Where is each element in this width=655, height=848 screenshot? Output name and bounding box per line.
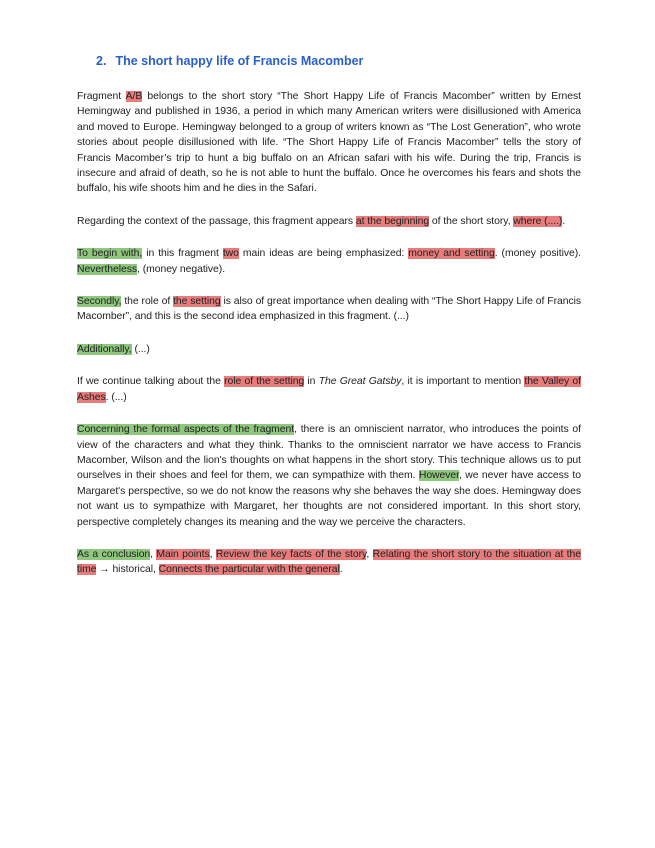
highlight-red: at the beginning — [355, 215, 430, 227]
text-run: If we continue talking about the — [77, 376, 225, 388]
highlight-red: money and setting — [408, 248, 495, 260]
highlight-red: where (....) — [513, 215, 563, 227]
highlight-red: Connects the particular with the general — [158, 564, 340, 576]
text-run: Regarding the context of the passage, this fragment appears — [77, 215, 356, 227]
highlight-red: Main points — [156, 548, 210, 560]
highlight-red: Review the key facts of the story — [215, 548, 367, 560]
text-run: → historical, — [96, 564, 159, 576]
highlight-red: two — [222, 248, 239, 260]
text-run: of the short story, — [429, 215, 514, 227]
text-run: , — [366, 548, 373, 560]
highlight-green: As a conclusion — [77, 548, 151, 560]
text-run: main ideas are being emphasized: — [238, 248, 409, 260]
text-run: (...) — [131, 343, 150, 355]
paragraph-main-ideas — [77, 246, 581, 277]
document-body — [77, 89, 581, 595]
highlight-red: the setting — [173, 296, 221, 308]
text-run: . — [339, 564, 343, 576]
text-run: the role of — [121, 296, 174, 308]
paragraph-formal-aspects — [77, 422, 581, 530]
text-run: . (money positive). — [494, 248, 581, 260]
text-run: , it is important to mention — [401, 376, 525, 388]
text-run: , there is an omniscient narrator, who introduces the points of view of the characters and what they think. Thanks to the omniscient narrator we have access to Francis Macomber, Wilson and the lion's thoughts on what happens in the short story. This technique allows us to put ourselves in their shoes and feel for them, we can sympathize with them. — [77, 424, 581, 482]
highlight-green: Secondly, — [77, 296, 122, 308]
highlight-green: Nevertheless — [77, 263, 138, 275]
text-run: . — [562, 215, 566, 227]
italic-title: The Great Gatsby — [318, 376, 402, 388]
paragraph-setting — [77, 294, 581, 325]
highlight-red: the Valley of Ashes — [77, 376, 581, 403]
paragraph-additionally — [77, 342, 581, 357]
text-run: , — [209, 548, 216, 560]
text-run: Fragment — [77, 91, 126, 102]
paragraph-gatsby — [77, 374, 581, 405]
text-run: is also of great importance when dealing with “The Short Happy Life of Francis Macomber”, and this is the second idea emphasized in this fragment. (...) — [77, 296, 581, 323]
text-run: , we never have access to Margaret's perspective, so we do not know the reasons why she behaves the way she does. Hemingway does not want us to sympathize with Margaret, her thoughts are not considered important. In this short story, perspective completely changes its meaning and the way we perceive the characters. — [77, 470, 581, 528]
section-heading — [96, 54, 363, 68]
highlight-green: Concerning the formal aspects of the fragment — [77, 424, 295, 436]
highlight-red: Relating the short story to the situation at the time — [77, 548, 581, 576]
highlight-green: Additionally, — [77, 343, 132, 355]
text-run: , — [150, 548, 157, 560]
text-run: in — [304, 376, 319, 388]
text-run: . (...) — [105, 391, 127, 403]
text-run: , (money negative). — [137, 263, 226, 275]
heading-title: The short happy life of Francis Macomber — [115, 54, 364, 68]
highlight-green: To begin with, — [77, 248, 143, 260]
paragraph-conclusion — [77, 547, 581, 578]
paragraph-context — [77, 214, 581, 229]
paragraph-introduction — [77, 89, 581, 197]
text-run: belongs to the short story “The Short Happy Life of Francis Macomber” written by Ernest Hemingway and published in 1936, a period in which many American writers were disillusioned with America and moved to Europe. Hemingway belonged to a group of writers known as “The Lost Generation”, who wrote stories about people disillusioned with life. “The Short Happy Life of Francis Macomber” tells the story of Francis Macomber’s trip to hunt a big buffalo on an African safari with his wife. During the trip, Francis is insecure and afraid of death, so he is not able to hunt the buffalo. Once he overcomes his fears and shots the buffalo, his wife shoots him and he dies in the Safari. — [77, 91, 581, 195]
highlight-red: A/B — [125, 91, 143, 102]
highlight-red: role of the setting — [224, 376, 305, 388]
text-run: in this fragment — [142, 248, 223, 260]
heading-number: 2. — [96, 54, 107, 68]
highlight-green: However — [418, 470, 459, 482]
